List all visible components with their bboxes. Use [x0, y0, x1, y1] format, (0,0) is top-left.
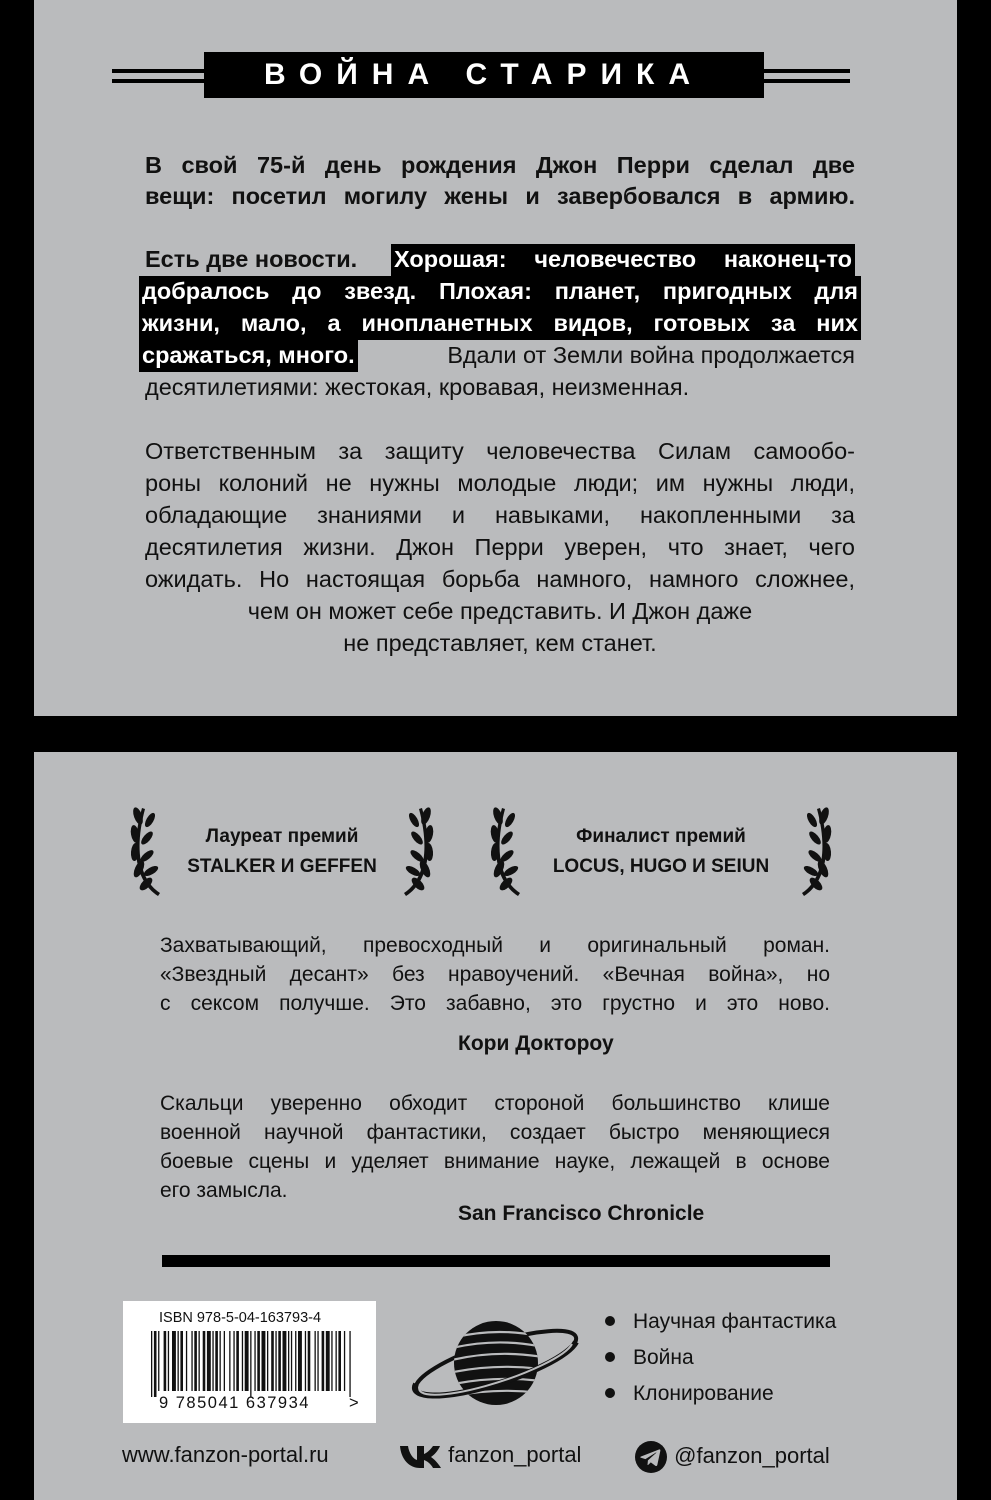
para-line-4: десятилетия жизни. Джон Перри уверен, что знает, чего — [145, 534, 855, 560]
barcode-bar — [336, 1331, 337, 1391]
book-title: ВОЙНА СТАРИКА — [204, 52, 764, 98]
barcode-bar — [220, 1331, 221, 1391]
barcode-bar — [344, 1331, 345, 1391]
para-line-6: чем он может себе представить. И Джон даже — [247, 598, 753, 624]
barcode-bar — [326, 1331, 330, 1391]
barcode-bar — [154, 1331, 157, 1397]
barcode-bar — [298, 1331, 302, 1391]
barcode-bar — [308, 1331, 311, 1391]
barcode-bars — [147, 1331, 357, 1397]
para-line-1: Ответственным за защиту человечества Силам самообо- — [145, 438, 855, 464]
barcode-quiet-zone-mark: > — [349, 1394, 359, 1412]
genre-item — [605, 1344, 836, 1380]
barcode-bar — [164, 1331, 167, 1391]
news-line-1 — [145, 244, 855, 276]
genre-list — [605, 1308, 836, 1416]
quote-author-sf-chronicle: San Francisco Chronicle — [458, 1202, 705, 1225]
barcode-bar — [317, 1331, 318, 1391]
barcode-bar — [288, 1331, 289, 1391]
vk-handle: fanzon_portal — [448, 1442, 582, 1467]
telegram-handle: @fanzon_portal — [674, 1442, 830, 1468]
barcode-bar — [186, 1331, 187, 1391]
award-line-1: Финалист премий — [576, 826, 746, 847]
barcode-bar — [178, 1331, 179, 1391]
genre-label: Научная фантастика — [633, 1310, 837, 1333]
news-plain-1: Есть две новости. — [145, 246, 358, 272]
para-line-3: обладающие знаниями и навыками, накопленными за — [145, 502, 855, 528]
barcode-bar — [322, 1331, 325, 1391]
genre-label: Война — [633, 1346, 694, 1369]
barcode-bar — [275, 1331, 276, 1391]
barcode-bar — [236, 1331, 239, 1391]
barcode-bar — [254, 1331, 255, 1391]
barcode-bar — [305, 1331, 306, 1391]
award-line-1: Лауреат премий — [205, 826, 359, 847]
barcode-digits: 9 785041 637934 — [159, 1394, 310, 1412]
barcode-bar — [315, 1331, 316, 1391]
barcode-bar — [180, 1331, 183, 1391]
barcode-bar — [338, 1331, 341, 1391]
barcode-bar — [215, 1331, 218, 1391]
title-banner — [112, 52, 850, 98]
barcode-bar — [194, 1331, 197, 1391]
bullet-icon — [605, 1316, 615, 1326]
quote-line: его замысла. — [160, 1179, 288, 1202]
quote-line: Скальци уверенно обходит стороной большинство клише — [160, 1092, 830, 1115]
barcode-bar — [262, 1331, 266, 1391]
award-line-2: LOCUS, HUGO И SEIUN — [552, 856, 770, 877]
quote-line: военной научной фантастики, создает быстро меняющиеся — [160, 1121, 830, 1144]
quote-line: боевые сцены и уделяет внимание науке, лежащей в основе — [160, 1150, 830, 1173]
barcode-bar — [257, 1331, 260, 1391]
saturn-planet-icon — [404, 1300, 584, 1426]
barcode-bar — [267, 1331, 268, 1391]
barcode-bar — [172, 1331, 176, 1391]
news-line-3 — [139, 308, 861, 340]
news-highlight-4: сражаться, много. — [139, 340, 358, 372]
news-highlight-3: жизни, мало, а инопланетных видов, готовых за них — [139, 308, 861, 340]
barcode-bar — [250, 1331, 251, 1397]
barcode-bar — [199, 1331, 200, 1391]
award-laureate — [128, 800, 436, 900]
barcode-bar — [191, 1331, 192, 1391]
para-line-2: роны колоний не нужны молодые люди; им нужны люди, — [145, 470, 855, 496]
barcode-bar — [168, 1331, 169, 1391]
barcode-bar — [291, 1331, 292, 1391]
barcode-bar — [207, 1331, 211, 1391]
news-plain-4: Вдали от Земли война продолжается — [447, 342, 855, 368]
news-line-4 — [139, 340, 855, 372]
bullet-icon — [605, 1388, 615, 1398]
quote-sf-chronicle — [160, 1089, 830, 1205]
barcode-bar — [278, 1331, 281, 1391]
award-label — [488, 822, 834, 882]
news-line-5: десятилетиями: жестокая, кровавая, неизменная. — [145, 374, 690, 400]
barcode-bar — [283, 1331, 287, 1391]
barcode-bar — [349, 1331, 350, 1397]
barcode-bar — [151, 1331, 152, 1397]
genre-item — [605, 1380, 836, 1416]
barcode-bar — [229, 1331, 230, 1391]
barcode-bar — [224, 1331, 225, 1391]
award-line-2: STALKER И GEFFEN — [187, 856, 377, 877]
barcode-bar — [203, 1331, 206, 1391]
section-divider — [162, 1255, 830, 1267]
barcode-bar — [331, 1331, 332, 1391]
telegram-link[interactable] — [634, 1440, 830, 1474]
barcode-bar — [233, 1331, 234, 1391]
genre-item — [605, 1308, 836, 1344]
barcode-bar — [295, 1331, 296, 1391]
para-line-5: ожидать. Но настоящая борьба намного, намного сложнее, — [145, 566, 855, 592]
news-line-2 — [139, 276, 861, 308]
genre-label: Клонирование — [633, 1382, 774, 1405]
award-label — [128, 822, 436, 882]
quote-line: Захватывающий, превосходный и оригинальный роман. — [160, 934, 830, 957]
website-link[interactable]: www.fanzon-portal.ru — [122, 1442, 329, 1467]
quote-line: «Звездный десант» без нравоучений. «Вечная война», но — [160, 963, 830, 986]
quote-doctorow — [160, 931, 830, 1018]
isbn-number: ISBN 978-5-04-163793-4 — [159, 1310, 322, 1326]
barcode-bar — [245, 1331, 249, 1391]
para-line-7: не представляет, кем станет. — [343, 630, 657, 656]
barcode-bar — [158, 1331, 159, 1391]
quote-author-doctorow: Кори Доктороу — [458, 1032, 614, 1055]
barcode-bar — [271, 1331, 274, 1391]
award-finalist — [488, 800, 834, 900]
intro-line-1: В свой 75-й день рождения Джон Перри сделал две — [145, 152, 855, 178]
news-highlight-1: Хорошая: человечество наконец-то — [391, 244, 855, 276]
bullet-icon — [605, 1352, 615, 1362]
barcode-bar — [212, 1331, 213, 1391]
quote-line: с сексом получше. Это забавно, это грустно и это ново. — [160, 992, 830, 1015]
intro-line-2: вещи: посетил могилу жены и завербовался в армию. — [145, 183, 855, 209]
news-highlight-2: добралось до звезд. Плохая: планет, пригодных для — [139, 276, 861, 308]
telegram-icon — [634, 1440, 668, 1474]
isbn-barcode — [123, 1301, 376, 1423]
vk-link[interactable] — [398, 1440, 581, 1470]
barcode-bar — [242, 1331, 243, 1391]
vk-icon — [398, 1443, 442, 1469]
